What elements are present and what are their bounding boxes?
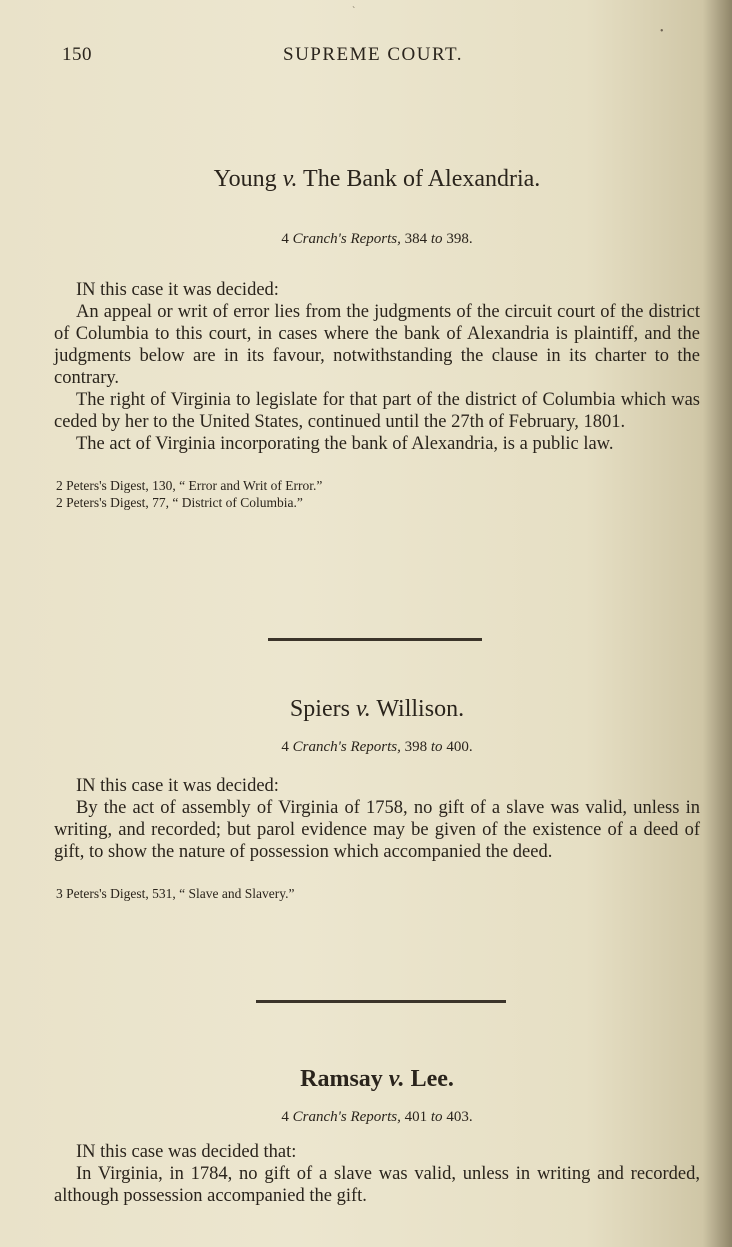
holding-paragraph: In Virginia, in 1784, no gift of a slave was valid, unless in writing and recorded, although possession accompanied the gift. xyxy=(54,1164,700,1206)
case-ramsay-v-lee xyxy=(54,1066,700,1207)
holding-paragraph: By the act of assembly of Virginia of 1758, no gift of a slave was valid, unless in writing, and recorded; but parol evidence may be given of the existence of a deed of gift, to show the nature of possession which accompanied the deed. xyxy=(54,798,700,862)
holding-paragraph: An appeal or writ of error lies from the judgments of the circuit court of the district of Columbia to this court, in cases where the bank of Alexandria is plaintiff, and the judgments below are in its favour, notwithstanding the clause in its charter to the contrary. xyxy=(54,302,700,388)
case-lead: IN this case was decided that: xyxy=(76,1142,297,1162)
running-title: SUPREME COURT. xyxy=(283,44,463,65)
case-spiers-v-willison xyxy=(54,696,700,902)
section-divider xyxy=(268,638,482,641)
running-header xyxy=(0,44,732,68)
digest-references xyxy=(54,885,700,902)
ink-speck: ` xyxy=(352,6,356,17)
case-lead: IN this case it was decided: xyxy=(76,280,279,300)
case-title: Spiers v. Willison. xyxy=(289,696,465,722)
digest-reference: 3 Peters's Digest, 531, “ Slave and Slavery.” xyxy=(56,886,295,901)
section-divider xyxy=(256,1000,506,1003)
case-citation: 4 Cranch's Reports, 398 to 400. xyxy=(281,739,473,755)
case-citation: 4 Cranch's Reports, 384 to 398. xyxy=(281,231,473,247)
digest-references xyxy=(54,477,700,511)
versus: v. xyxy=(355,696,371,722)
page-number: 150 xyxy=(62,44,92,65)
case-title: Young v. The Bank of Alexandria. xyxy=(213,166,541,192)
holding-paragraph: The act of Virginia incorporating the bank of Alexandria, is a public law. xyxy=(76,434,614,454)
holding-paragraph: The right of Virginia to legislate for that part of the district of Columbia which was ceded by her to the United States, continued until the 27th of February, 1801. xyxy=(54,390,700,432)
case-citation: 4 Cranch's Reports, 401 to 403. xyxy=(281,1109,473,1125)
case-lead: IN this case it was decided: xyxy=(76,776,279,796)
versus: v. xyxy=(282,166,298,192)
case-young-v-bank-of-alexandria xyxy=(54,166,700,511)
digest-reference: 2 Peters's Digest, 77, “ District of Columbia.” xyxy=(56,495,303,510)
case-title: Ramsay v. Lee. xyxy=(300,1066,454,1092)
versus: v. xyxy=(388,1066,405,1092)
digest-reference: 2 Peters's Digest, 130, “ Error and Writ of Error.” xyxy=(56,478,323,493)
ink-speck: • xyxy=(660,26,664,37)
